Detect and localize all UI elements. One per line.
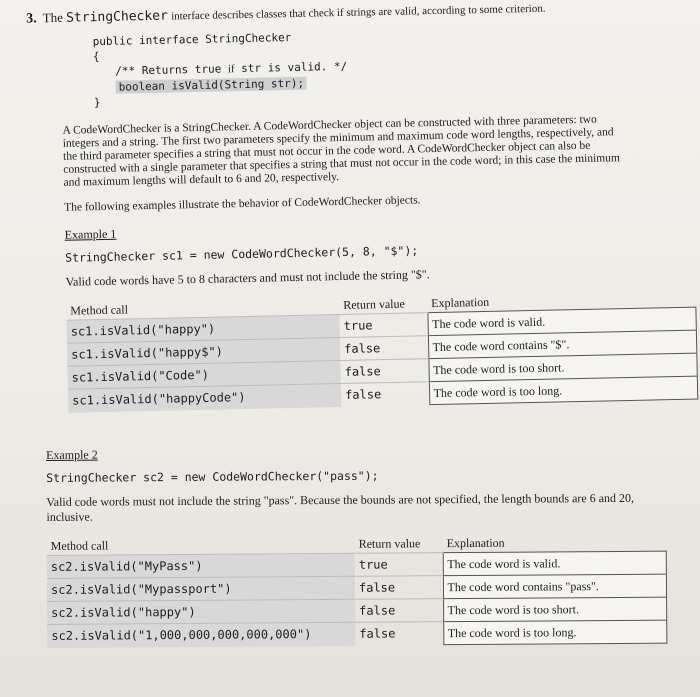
col-method-call: Method call: [70, 302, 129, 318]
method-cell: sc1.isValid("Code"): [67, 361, 340, 390]
table-row: [47, 620, 666, 647]
description-paragraph: A CodeWordChecker is a StringChecker. A CodeWordChecker object can be constructed with three parameters: two integers and a string. The first two parameters specify the minimum and maximum code word lengths, respectively, and the third parameter specifies a string that must not occur in the code word. A CodeWordChecker object can also be constructed with a single parameter that specifies a string that must not occur in the code word; in this case the minimum and maximum lengths will default to 6 and 20, respectively.: [62, 113, 621, 189]
example1-code: StringChecker sc1 = new CodeWordChecker(5, 8, "$");: [65, 243, 419, 265]
close-brace: }: [93, 96, 101, 110]
return-cell: false: [340, 336, 428, 361]
explanation-cell: The code word is too short.: [443, 597, 666, 622]
javadoc-comment: /** Returns true if str is valid. */: [115, 59, 348, 78]
question-sheet-top: [26, 0, 700, 413]
example2-description: Valid code words must not include the string "pass". Because the bounds are not specified, the length bounds are 6 and 20, inclusive.: [46, 490, 635, 524]
return-cell: false: [341, 382, 429, 407]
explanation-cell: The code word is too short.: [428, 353, 696, 382]
explanation-cell: The code word is valid.: [427, 307, 695, 336]
col-explanation: Explanation: [431, 294, 490, 311]
col-explanation: Explanation: [446, 535, 505, 551]
example1-table: [66, 289, 698, 413]
explanation-cell: The code word contains "pass".: [443, 574, 666, 599]
intro-before: The: [42, 9, 64, 26]
method-cell: sc1.isValid("happy$"): [67, 338, 340, 367]
return-cell: false: [340, 359, 428, 384]
method-cell: sc2.isValid("1,000,000,000,000,000"): [47, 622, 355, 647]
col-method-call: Method call: [50, 538, 109, 553]
interface-code: [93, 22, 694, 111]
method-cell: sc1.isValid("happy"): [67, 315, 340, 344]
example1-heading: Example 1: [64, 226, 117, 242]
examples-intro: The following examples illustrate the behavior of CodeWordChecker objects.: [64, 194, 421, 214]
col-return-value: Return value: [358, 536, 421, 551]
explanation-cell: The code word is valid.: [443, 551, 666, 576]
return-cell: false: [355, 622, 443, 646]
example2-table: [47, 533, 667, 648]
explanation-cell: The code word contains "$".: [428, 330, 696, 359]
method-cell: sc1.isValid("happyCode"): [68, 384, 341, 413]
question-sheet-bottom: [38, 443, 689, 648]
example1-description: Valid code words have 5 to 8 characters and must not include the string "$".: [65, 267, 430, 289]
explanation-cell: The code word is too long.: [429, 376, 697, 405]
method-cell: sc2.isValid("Mypassport"): [47, 576, 355, 601]
return-cell: false: [355, 599, 443, 623]
return-cell: true: [355, 553, 443, 577]
method-cell: sc2.isValid("happy"): [47, 599, 355, 624]
intro-after: interface describes classes that check if strings are valid, according to some criterion.: [171, 2, 546, 23]
example2-code: StringChecker sc2 = new CodeWordChecker("pass");: [46, 468, 379, 485]
open-brace: {: [92, 50, 100, 64]
explanation-cell: The code word is too long.: [443, 620, 666, 645]
example2-heading: Example 2: [45, 447, 98, 462]
col-return-value: Return value: [343, 296, 406, 312]
return-cell: true: [339, 313, 427, 338]
method-cell: sc2.isValid("MyPass"): [47, 553, 355, 578]
return-cell: false: [355, 576, 443, 600]
intro-code: StringChecker: [65, 8, 169, 26]
interface-declaration: public interface StringChecker: [92, 30, 292, 49]
question-number: 3.: [26, 11, 37, 27]
method-signature: boolean isValid(String str);: [93, 68, 693, 96]
